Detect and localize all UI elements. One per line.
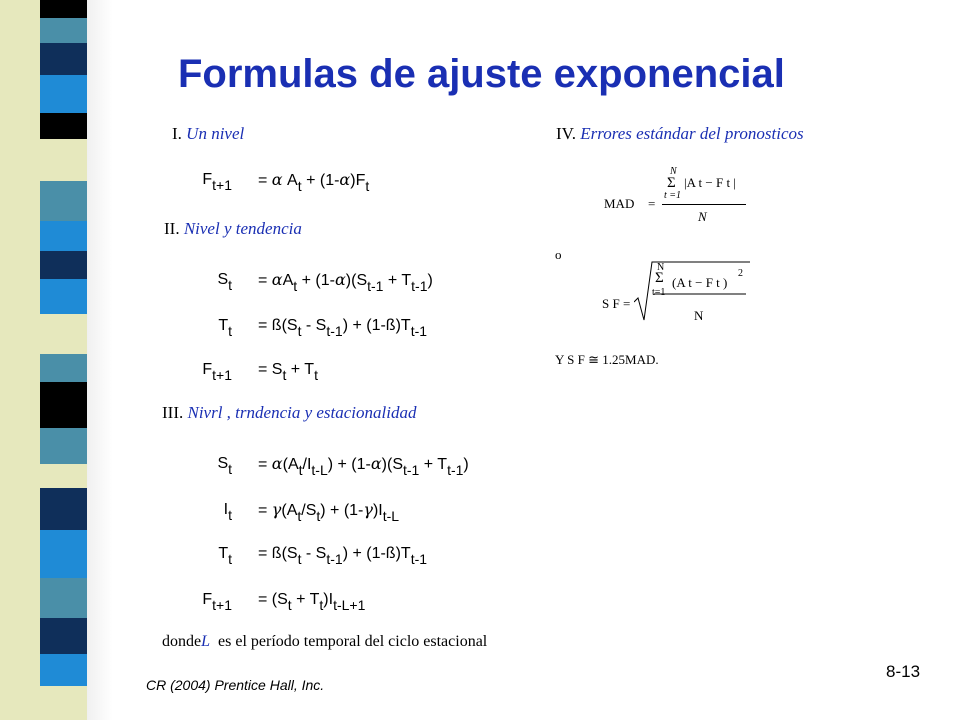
- footer-credit: CR (2004) Prentice Hall, Inc.: [146, 677, 325, 693]
- slide-number: 8-13: [886, 662, 921, 681]
- seasonal-period-note: dondeL es el período temporal del ciclo estacional: [162, 633, 488, 650]
- section-4-heading: IV. Errores estándar del pronosticos: [556, 124, 804, 143]
- section-1-heading: I. Un nivel: [172, 124, 245, 143]
- or-text: o: [555, 247, 562, 262]
- section-3-heading: III. Nivrl , trndencia y estacionalidad: [162, 403, 417, 422]
- section-2-heading: II. Nivel y tendencia: [164, 219, 302, 238]
- decorative-strip: [0, 0, 113, 720]
- approximation-note: Y S F ≅ 1.25MAD.: [555, 352, 659, 367]
- slide-title: Formulas de ajuste exponencial: [178, 52, 785, 96]
